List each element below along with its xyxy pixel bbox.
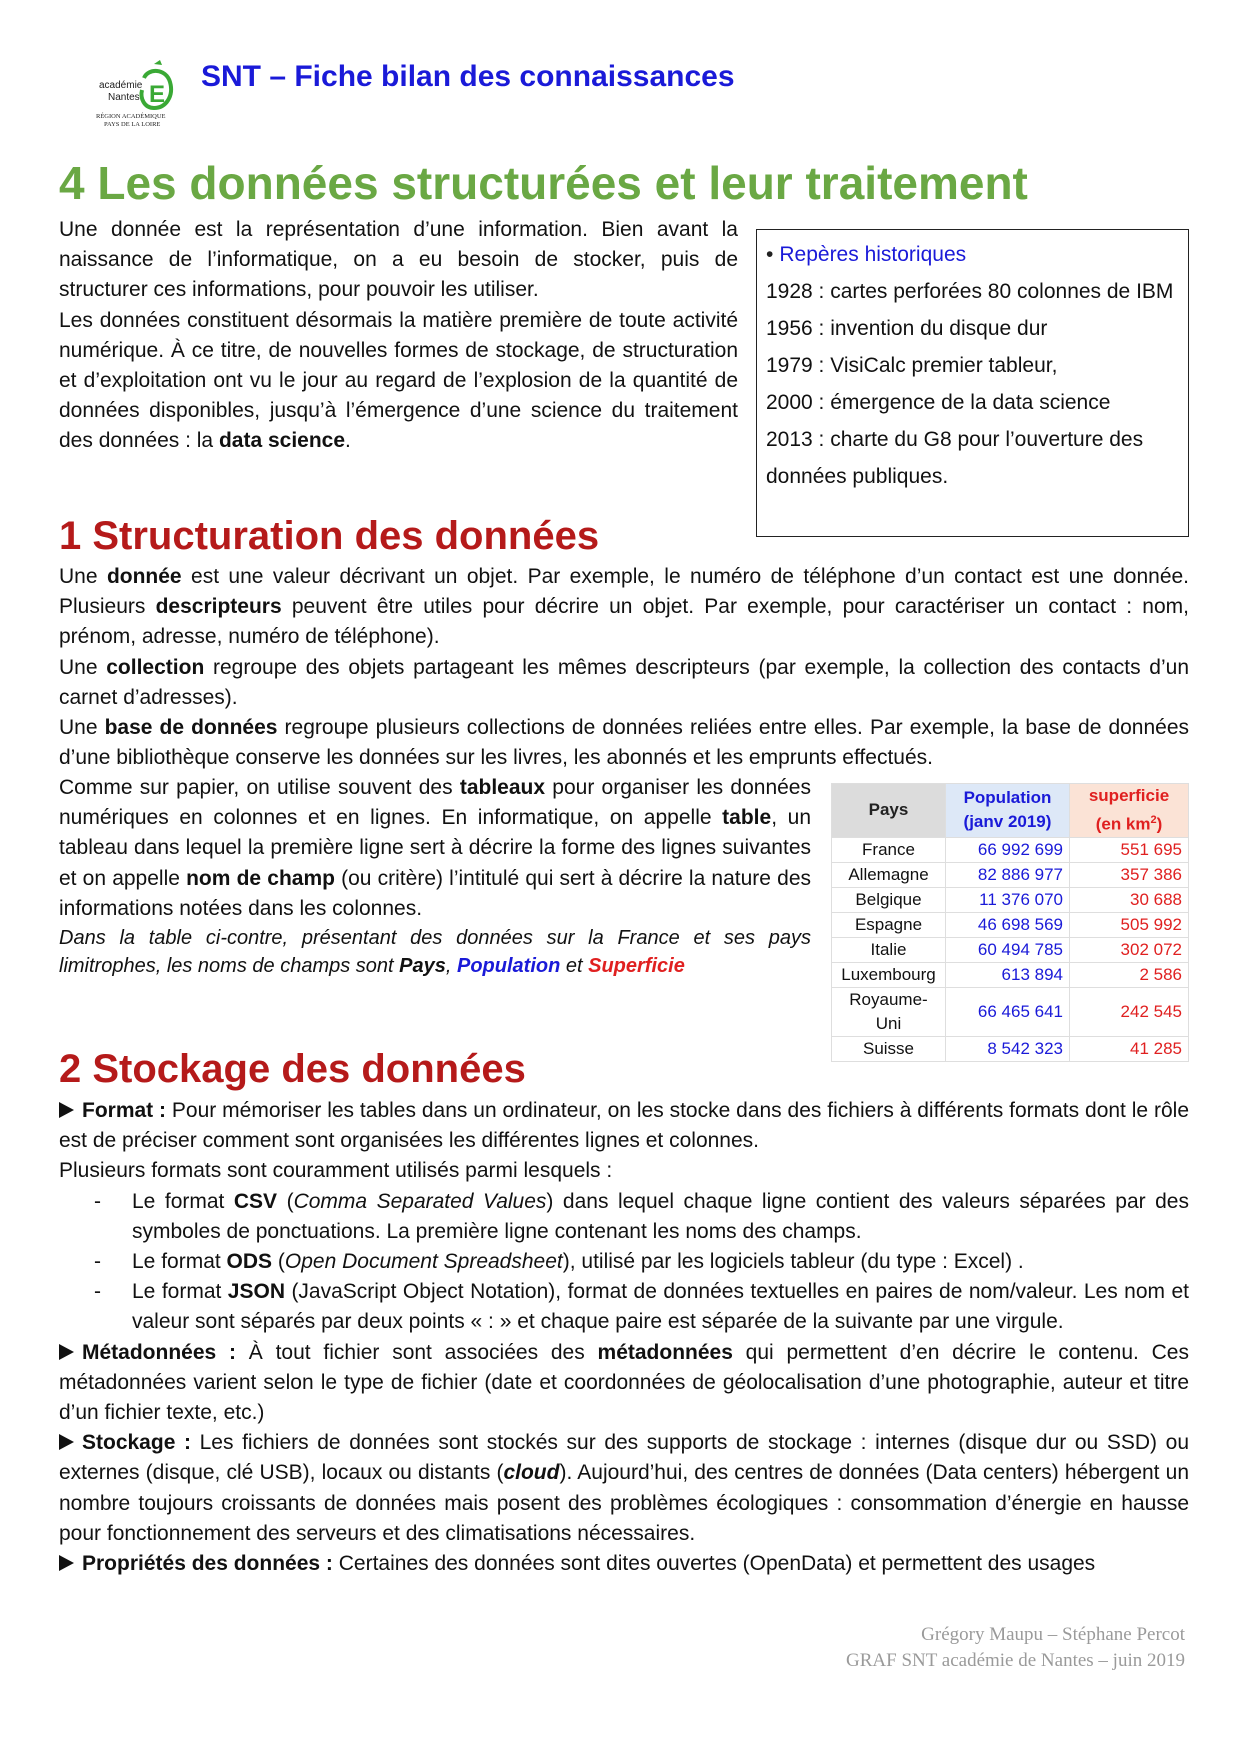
cell-population: 46 698 569 [946, 912, 1070, 937]
cell-pays: Italie [832, 937, 946, 962]
list-item-ods: - Le format ODS (Open Document Spreadsheet), utilisé par les logiciels tableur (du type : Excel) . [94, 1250, 1024, 1274]
list-item-json: - Le format JSON (JavaScript Object Notation), format de données textuelles en paires de nom/valeur. Les nom et valeur sont séparés par deux points « : » et chaque paire est séparée de la suivante par une virgule. [94, 1280, 1190, 1334]
section-1-table-text [59, 773, 811, 980]
history-item: 2013 : charte du G8 pour l’ouverture des données publiques. [766, 428, 1144, 488]
triangle-bullet-icon [59, 1434, 74, 1450]
cell-superficie: 505 992 [1070, 912, 1189, 937]
table-row [832, 987, 1189, 1036]
cell-population: 60 494 785 [946, 937, 1070, 962]
logo-letter: E [149, 81, 166, 108]
logo-region-2: PAYS DE LA LOIRE [104, 121, 161, 128]
cell-superficie: 302 072 [1070, 937, 1189, 962]
footer-authors: Grégory Maupu – Stéphane Percot [921, 1624, 1185, 1645]
history-item: 1928 : cartes perforées 80 colonnes de IBM [766, 280, 1174, 303]
list-item-csv: - Le format CSV (Comma Separated Values) dans lequel chaque ligne contient des valeurs séparées par des symboles de ponctuations. La première ligne contenant les noms des champs. [94, 1189, 1189, 1243]
table-row [832, 962, 1189, 987]
document-header-title: SNT – Fiche bilan des connaissances [201, 60, 735, 93]
cell-pays: France [832, 837, 946, 862]
chapter-title: 4 Les données structurées et leur traitement [59, 157, 1028, 209]
table-header-row [832, 784, 1189, 838]
history-item: 1956 : invention du disque dur [766, 317, 1048, 340]
column-header-pays: Pays [832, 784, 946, 838]
cell-population: 11 376 070 [946, 887, 1070, 912]
cell-pays: Espagne [832, 912, 946, 937]
cell-population: 66 465 641 [946, 987, 1070, 1036]
countries-table [831, 783, 1189, 1062]
intro-paragraph-2: Les données constituent désormais la matière première de toute activité numérique. À ce titre, de nouvelles formes de stockage, de structuration et d’exploitation ont vu le jour au regard de l’explosion de la quantité de données disponibles, jusqu’à l’émergence d’une science du traitement des données : la data science. [59, 308, 738, 453]
history-item: 1979 : VisiCalc premier tableur, [766, 354, 1058, 377]
section-2-formats-intro: Plusieurs formats sont couramment utilisés parmi lesquels : [59, 1159, 613, 1183]
intro-paragraph-1: Une donnée est la représentation d’une information. Bien avant la naissance de l’informatique, on a eu besoin de stocker, puis de structurer ces informations, pour pouvoir les utiliser. [59, 218, 738, 302]
table-row [832, 937, 1189, 962]
column-header-population: Population (janv 2019) [946, 784, 1070, 838]
table-row [832, 887, 1189, 912]
section-1-body [59, 562, 1189, 773]
section-1-paragraph-collection: Une collection regroupe des objets partageant les mêmes descripteurs (par exemple, la collection des contacts d’un carnet d’adresses). [59, 655, 1190, 709]
cell-population: 613 894 [946, 962, 1070, 987]
history-item: 2000 : émergence de la data science [766, 391, 1111, 414]
table-caption-note: Dans la table ci-contre, présentant des données sur la France et ses pays limitrophes, les noms de champs sont Pays, Population et Superficie [59, 927, 811, 978]
section-2-body [59, 1096, 1189, 1579]
cell-population: 8 542 323 [946, 1036, 1070, 1061]
formats-list [94, 1187, 1189, 1338]
section-2-stockage: Stockage : Les fichiers de données sont stockés sur des supports de stockage : internes (disque dur ou SSD) ou externes (disque, clé USB), locaux ou distants (cloud). Aujourd’hui, des centres de données (Data centers) hébergent un nombre toujours croissants de données mais posent des problèmes écologiques : consommation d’énergie en hausse pour fonctionnement des serveurs et des climatisations nécessaires. [59, 1431, 1190, 1545]
cell-population: 66 992 699 [946, 837, 1070, 862]
section-2-metadonnees: Métadonnées : À tout fichier sont associées des métadonnées qui permettent d’en décrire le contenu. Ces métadonnées varient selon le type de fichier (date et coordonnées de géolocalisation d’une photographie, auteur et titre d’un fichier texte, etc.) [59, 1340, 1189, 1425]
footer-credit: GRAF SNT académie de Nantes – juin 2019 [846, 1650, 1185, 1671]
column-header-superficie: superficie (en $km^2$) [1070, 784, 1189, 838]
table-row [832, 862, 1189, 887]
triangle-bullet-icon [59, 1344, 74, 1360]
cell-superficie: 551 695 [1070, 837, 1189, 862]
cell-superficie: 242 545 [1070, 987, 1189, 1036]
academie-logo [96, 60, 180, 134]
triangle-bullet-icon [59, 1555, 74, 1571]
cell-pays: Allemagne [832, 862, 946, 887]
cell-superficie: 30 688 [1070, 887, 1189, 912]
table-row [832, 837, 1189, 862]
cell-pays: Luxembourg [832, 962, 946, 987]
table-row [832, 912, 1189, 937]
history-box [756, 229, 1189, 537]
cell-pays: Royaume-Uni [832, 987, 946, 1036]
section-2-title: 2 Stockage des données [59, 1047, 526, 1091]
table-row [832, 1036, 1189, 1061]
cell-pays: Belgique [832, 887, 946, 912]
logo-region-1: RÉGION ACADÉMIQUE [96, 113, 166, 120]
cell-superficie: 357 386 [1070, 862, 1189, 887]
intro-text [59, 215, 738, 457]
section-2-proprietes: Propriétés des données : Certaines des données sont dites ouvertes (OpenData) et permettent des usages [59, 1549, 1189, 1579]
logo-text-nantes: Nantes [108, 92, 140, 103]
section-2-format: Format : Pour mémoriser les tables dans un ordinateur, on les stocke dans des fichiers à différents formats dont le rôle est de préciser comment sont organisées les différentes lignes et colonnes. [59, 1099, 1190, 1153]
cell-population: 82 886 977 [946, 862, 1070, 887]
section-1-paragraph-donnee: Une donnée est une valeur décrivant un objet. Par exemple, le numéro de téléphone d’un contact est une donnée. Plusieurs descripteurs peuvent être utiles pour décrire un objet. Par exemple, pour caractériser un contact : nom, prénom, adresse, numéro de téléphone). [59, 565, 1190, 649]
section-1-paragraph-base: Une base de données regroupe plusieurs collections de données reliées entre elles. Par exemple, la base de données d’une bibliothèque conserve les données sur les livres, les abonnés et les emprunts effectués. [59, 716, 1190, 770]
cell-superficie: 2 586 [1070, 962, 1189, 987]
triangle-bullet-icon [59, 1102, 74, 1118]
cell-pays: Suisse [832, 1036, 946, 1061]
cell-superficie: 41 285 [1070, 1036, 1189, 1061]
history-title: • Repères historiques [766, 243, 967, 266]
section-1-title: 1 Structuration des données [59, 514, 600, 558]
logo-text-academie: académie [99, 80, 143, 91]
section-1-paragraph-tableaux: Comme sur papier, on utilise souvent des tableaux pour organiser les données numériques en colonnes et en lignes. En informatique, on appelle table, un tableau dans lequel la première ligne sert à décrire la forme des lignes suivantes et on appelle nom de champ (ou critère) l’intitulé qui sert à décrire la nature des informations notées dans les colonnes. [59, 776, 812, 920]
